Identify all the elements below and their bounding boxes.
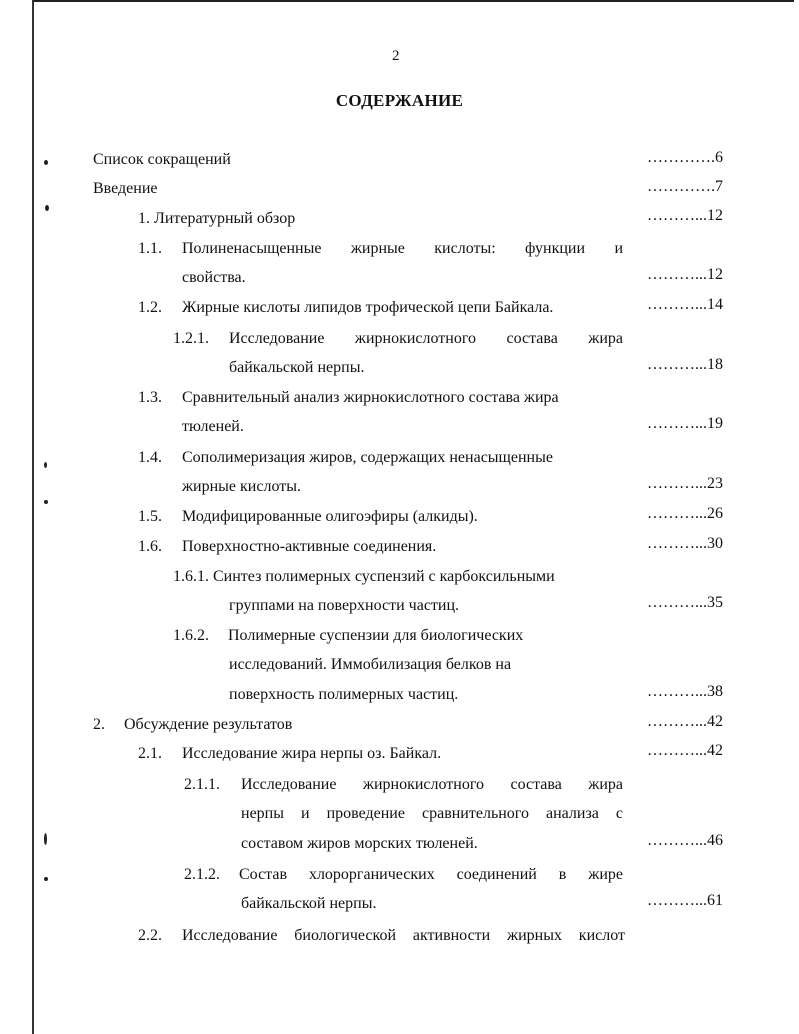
toc-entry-label: Жирные кислоты липидов трофической цепи Байкала. xyxy=(182,299,554,316)
page-title: СОДЕРЖАНИЕ xyxy=(335,91,464,110)
toc-entry-label: Введение xyxy=(93,180,158,197)
toc-page-ref: ………...61 xyxy=(647,892,723,909)
toc-entry-label: Полиненасыщенные жирные кислоты: функции и xyxy=(182,240,623,257)
toc-entry-label: 1. Литературный обзор xyxy=(138,210,296,227)
toc-entry-label: Исследование жирнокислотного состава жира xyxy=(229,330,623,347)
toc-entry-number: 1.5. xyxy=(138,508,162,525)
scan-speck xyxy=(44,160,48,165)
scan-speck xyxy=(44,877,48,881)
toc-entry-label-cont: байкальской нерпы. xyxy=(229,359,365,376)
toc-page-ref: ………….6 xyxy=(647,149,723,166)
toc-entry-label: Состав хлорорганических соединений в жире xyxy=(239,866,623,883)
toc-page-ref: ………...12 xyxy=(647,207,723,224)
toc-entry-number: 1.4. xyxy=(138,449,162,466)
scan-speck xyxy=(44,500,48,504)
scan-speck xyxy=(44,833,47,845)
toc-entry-label-cont: свойства. xyxy=(182,269,246,286)
toc-entry-label-cont: составом жиров морских тюленей. xyxy=(241,835,478,852)
toc-entry-number: 2.2. xyxy=(138,927,162,944)
scan-speck xyxy=(44,462,47,468)
toc-entry-label: Исследование жирнокислотного состава жира xyxy=(241,776,623,793)
toc-page-ref: ………...14 xyxy=(647,296,723,313)
scan-speck xyxy=(45,205,49,211)
toc-page-ref: ………...42 xyxy=(647,742,723,759)
toc-page-ref: ………...23 xyxy=(647,475,723,492)
toc-page-ref: ………...38 xyxy=(647,683,723,700)
toc-entry-label: Сополимеризация жиров, содержащих ненасыщенные xyxy=(182,449,553,466)
scan-border-left xyxy=(32,0,34,1034)
toc-entry-label: Список сокращений xyxy=(93,151,231,168)
page-number: 2 xyxy=(392,48,400,64)
toc-entry-label-cont: жирные кислоты. xyxy=(182,478,301,495)
toc-entry-number: 2.1. xyxy=(138,745,162,762)
toc-page-ref: ………….7 xyxy=(647,178,723,195)
toc-entry-number: 1.6. xyxy=(138,538,162,555)
toc-entry-label-cont: тюленей. xyxy=(182,418,244,435)
toc-entry-number: 2. xyxy=(93,716,105,733)
toc-entry-label: Исследование жира нерпы оз. Байкал. xyxy=(182,745,442,762)
toc-entry-number: 2.1.1. xyxy=(184,776,220,793)
toc-entry-label-cont: группами на поверхности частиц. xyxy=(229,597,460,614)
toc-entry-label-cont: байкальской нерпы. xyxy=(241,895,377,912)
toc-entry-label-cont: нерпы и проведение сравнительного анализа с xyxy=(241,805,623,822)
toc-entry-number: 1.2.1. xyxy=(173,330,209,347)
toc-page-ref: ………...19 xyxy=(647,415,723,432)
toc-entry-label: Исследование биологической активности жирных кислот xyxy=(182,927,625,944)
toc-entry-label: Сравнительный анализ жирнокислотного состава жира xyxy=(182,389,559,406)
toc-page-ref: ………...18 xyxy=(647,356,723,373)
toc-entry-label: Модифицированные олигоэфиры (алкиды). xyxy=(182,508,478,525)
toc-entry-number: 2.1.2. xyxy=(184,866,220,883)
scan-border-top xyxy=(34,0,794,2)
toc-entry-number: 1.3. xyxy=(138,389,162,406)
toc-entry-label: Поверхностно-активные соединения. xyxy=(182,538,437,555)
toc-page-ref: ………...30 xyxy=(647,535,723,552)
toc-entry-number: 1.2. xyxy=(138,299,162,316)
toc-entry-label: 1.6.1. Синтез полимерных суспензий с карбоксильными xyxy=(173,568,555,585)
toc-entry-number: 1.1. xyxy=(138,240,162,257)
toc-entry-number: 1.6.2. xyxy=(173,627,209,644)
toc-page-ref: ………...42 xyxy=(647,713,723,730)
toc-page-ref: ………...26 xyxy=(647,505,723,522)
toc-entry-label: Полимерные суспензии для биологических xyxy=(228,627,524,644)
toc-page-ref: ………...35 xyxy=(647,594,723,611)
toc-page-ref: ………...12 xyxy=(647,266,723,283)
toc-entry-label-cont: поверхность полимерных частиц. xyxy=(229,686,459,703)
toc-entry-label-cont: исследований. Иммобилизация белков на xyxy=(229,656,512,673)
toc-page-ref: ………...46 xyxy=(647,832,723,849)
toc-entry-label: Обсуждение результатов xyxy=(124,716,293,733)
